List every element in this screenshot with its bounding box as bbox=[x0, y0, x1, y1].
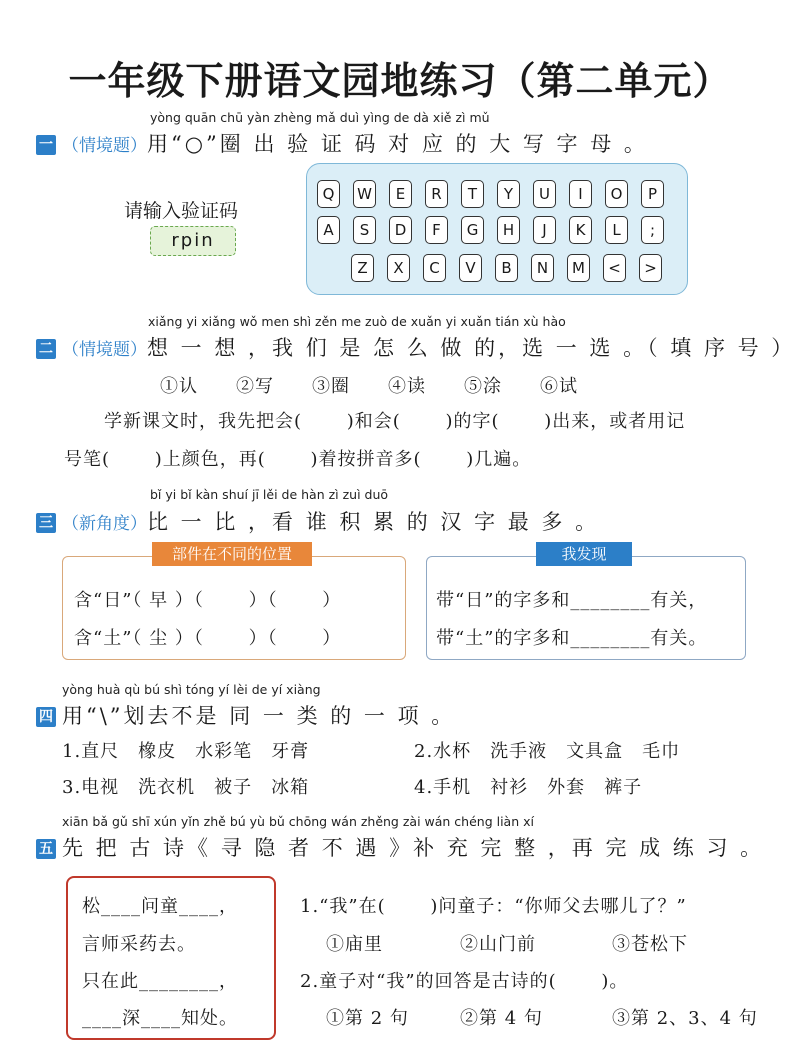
q4-heading bbox=[36, 700, 455, 730]
q3-left-row1: 含“日”（ 早 ）（ ）（ ） bbox=[74, 590, 342, 611]
key-B[interactable]: B bbox=[495, 254, 518, 282]
poem-line-3: 只在此________， bbox=[82, 971, 238, 992]
q5-question-2: 2.童子对“我”的回答是古诗的( )。 bbox=[300, 971, 629, 992]
key-H[interactable]: H bbox=[497, 216, 520, 244]
q2-number: 二 bbox=[36, 339, 56, 359]
q3-right-label: 我发现 bbox=[536, 542, 632, 566]
q1-text: 用“○”圈 出 验 证 码 对 应 的 大 写 字 母 。 bbox=[147, 132, 648, 156]
key-E[interactable]: E bbox=[389, 180, 412, 208]
q3-pinyin: bǐ yi bǐ kàn shuí jī lěi de hàn zì zuì duō bbox=[150, 487, 389, 502]
key-R[interactable]: R bbox=[425, 180, 448, 208]
q4-row1-left: 1.直尺 橡皮 水彩笔 牙膏 bbox=[62, 741, 310, 762]
key-V[interactable]: V bbox=[459, 254, 482, 282]
q2-heading bbox=[36, 332, 795, 362]
q4-pinyin: yòng huà qù bú shì tóng yí lèi de yí xiàng bbox=[62, 682, 321, 697]
q5-q1-option-3: ③苍松下 bbox=[612, 934, 688, 955]
key-L[interactable]: L bbox=[605, 216, 628, 244]
q4-number: 四 bbox=[36, 707, 56, 727]
q1-tag: （情境题） bbox=[62, 136, 147, 156]
key-A[interactable]: A bbox=[317, 216, 340, 244]
q5-q1-option-2: ②山门前 bbox=[460, 934, 536, 955]
q3-left-row2: 含“土”（ 尘 ）（ ）（ ） bbox=[74, 628, 342, 649]
q2-tag: （情境题） bbox=[62, 340, 147, 360]
key-Y[interactable]: Y bbox=[497, 180, 520, 208]
q3-text: 比 一 比 ，看 谁 积 累 的 汉 字 最 多 。 bbox=[147, 510, 600, 534]
q2-text: 想 一 想 ，我 们 是 怎 么 做 的，选 一 选 。（ 填 序 号 ） bbox=[147, 336, 796, 360]
key-S[interactable]: S bbox=[353, 216, 376, 244]
q1-pinyin: yòng quān chū yàn zhèng mǎ duì yìng de dà xiě zì mǔ bbox=[150, 110, 490, 125]
q3-tag: （新角度） bbox=[62, 514, 147, 534]
q2-options: ①认 ②写 ③圈 ④读 ⑤涂 ⑥试 bbox=[160, 376, 578, 397]
key-Q[interactable]: Q bbox=[317, 180, 340, 208]
q5-number: 五 bbox=[36, 839, 56, 859]
q4-row2-left: 3.电视 洗衣机 被子 冰箱 bbox=[62, 777, 310, 798]
key-X[interactable]: X bbox=[387, 254, 410, 282]
q3-number: 三 bbox=[36, 513, 56, 533]
key-D[interactable]: D bbox=[389, 216, 412, 244]
q5-q2-option-1: ①第 2 句 bbox=[326, 1008, 409, 1029]
key->[interactable]: > bbox=[639, 254, 662, 282]
q5-text: 先 把 古 诗《 寻 隐 者 不 遇 》补 充 完 整 ，再 完 成 练 习 。 bbox=[62, 836, 765, 860]
captcha-prompt: 请输入验证码 bbox=[124, 200, 239, 222]
q5-question-1: 1.“我”在( )问童子：“你师父去哪儿了？” bbox=[300, 896, 687, 917]
page-title: 一年级下册语文园地练习（第二单元） bbox=[68, 59, 732, 103]
key-N[interactable]: N bbox=[531, 254, 554, 282]
q5-heading bbox=[36, 832, 764, 862]
poem-line-2: 言师采药去。 bbox=[82, 934, 196, 955]
key-Z[interactable]: Z bbox=[351, 254, 374, 282]
q3-right-row2: 带“土”的字多和________有关。 bbox=[436, 628, 708, 649]
key-F[interactable]: F bbox=[425, 216, 448, 244]
q2-line2: 号笔( )上颜色，再( )着按拼音多( )几遍。 bbox=[64, 449, 532, 470]
q4-row2-right: 4.手机 衬衫 外套 裤子 bbox=[414, 777, 643, 798]
key-J[interactable]: J bbox=[533, 216, 556, 244]
q5-pinyin: xiān bǎ gǔ shī xún yǐn zhě bú yù bǔ chōng wán zhěng zài wán chéng liàn xí bbox=[62, 814, 534, 829]
q1-number: 一 bbox=[36, 135, 56, 155]
q1-heading bbox=[36, 128, 648, 158]
key-M[interactable]: M bbox=[567, 254, 590, 282]
key-<[interactable]: < bbox=[603, 254, 626, 282]
poem-line-4: ____深____知处。 bbox=[82, 1008, 238, 1029]
poem-line-1: 松____问童____， bbox=[82, 896, 238, 917]
q5-q1-option-1: ①庙里 bbox=[326, 934, 383, 955]
key-T[interactable]: T bbox=[461, 180, 484, 208]
captcha-code: rpin bbox=[150, 226, 236, 256]
q5-q2-option-2: ②第 4 句 bbox=[460, 1008, 543, 1029]
q3-heading bbox=[36, 506, 599, 536]
key-W[interactable]: W bbox=[353, 180, 376, 208]
q4-row1-right: 2.水杯 洗手液 文具盒 毛巾 bbox=[414, 741, 681, 762]
q2-line1: 学新课文时，我先把会( )和会( )的字( )出来，或者用记 bbox=[104, 411, 686, 432]
key-K[interactable]: K bbox=[569, 216, 592, 244]
key-O[interactable]: O bbox=[605, 180, 628, 208]
q4-text: 用“\”划去不是 同 一 类 的 一 项 。 bbox=[62, 704, 456, 728]
q2-pinyin: xiǎng yi xiǎng wǒ men shì zěn me zuò de xuǎn yi xuǎn tián xù hào bbox=[148, 314, 566, 329]
q3-left-label: 部件在不同的位置 bbox=[152, 542, 312, 566]
keyboard bbox=[306, 163, 688, 295]
key-P[interactable]: P bbox=[641, 180, 664, 208]
key-G[interactable]: G bbox=[461, 216, 484, 244]
key-U[interactable]: U bbox=[533, 180, 556, 208]
q5-q2-option-3: ③第 2、3、4 句 bbox=[612, 1008, 758, 1029]
key-I[interactable]: I bbox=[569, 180, 592, 208]
q3-right-row1: 带“日”的字多和________有关， bbox=[436, 590, 708, 611]
key-;[interactable]: ; bbox=[641, 216, 664, 244]
key-C[interactable]: C bbox=[423, 254, 446, 282]
